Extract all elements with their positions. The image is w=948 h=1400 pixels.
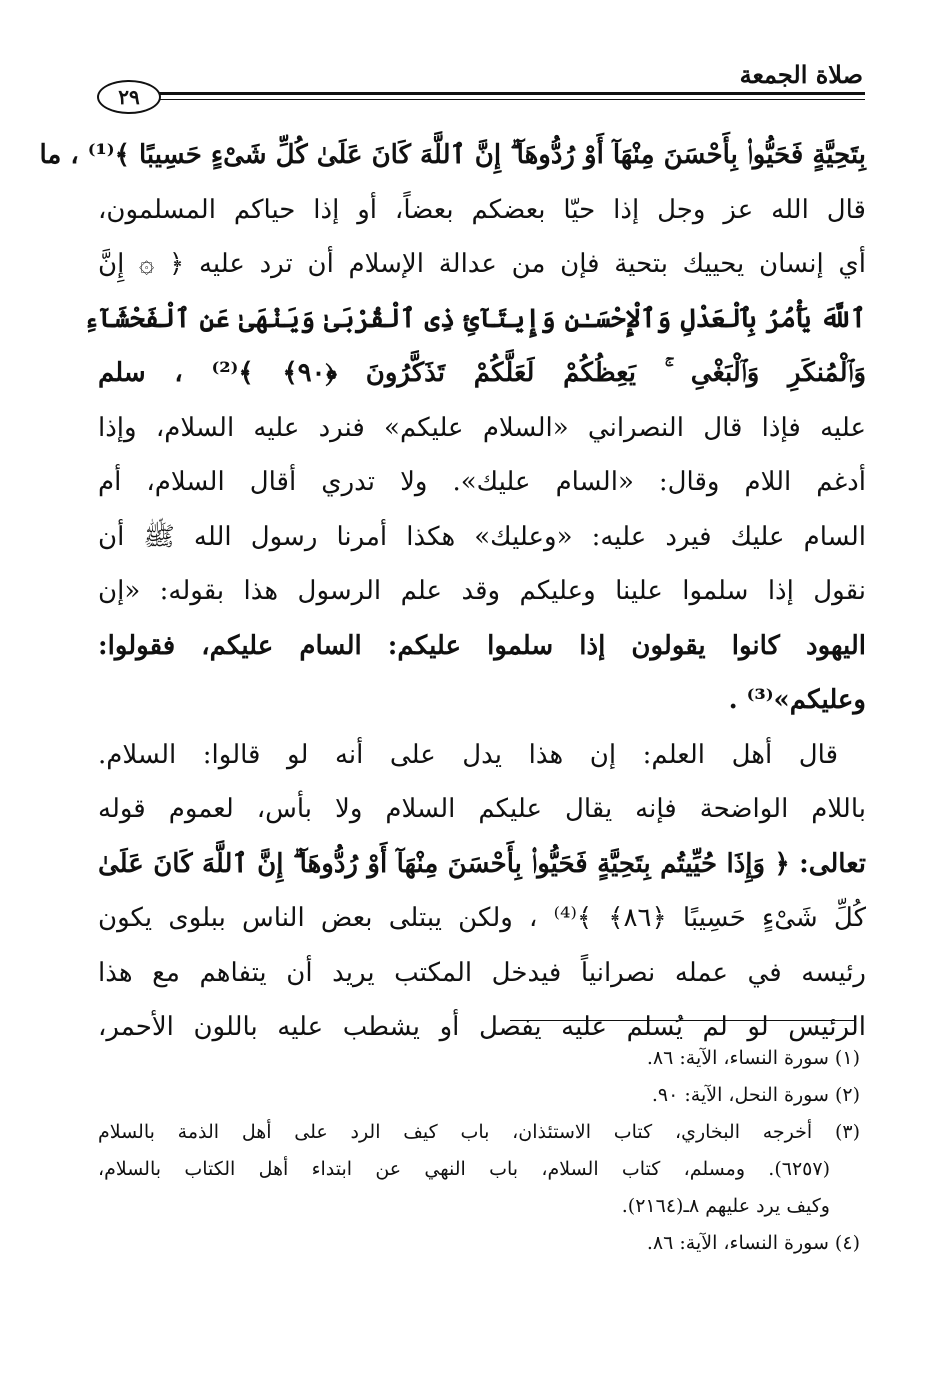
- footnote: (١) سورة النساء، الآية: ٨٦.: [646, 1047, 860, 1069]
- text-line: قال أهل العلم: إن هذا يدل على أنه لو قالوا: السلام.: [98, 739, 838, 770]
- text-line: قال الله عز وجل إذا حيّا بعضكم بعضاً، أو إذا حياكم المسلمون،: [98, 194, 866, 225]
- main-text: [39, 128, 867, 1055]
- footnote-separator: [510, 1020, 855, 1021]
- text-line: بِتَحِيَّةٍ فَحَيُّوا۟ بِأَحْسَنَ مِنْهَآ أَوْ رُدُّوهَآ ۗ إِنَّ ٱللَّهَ كَانَ عَلَىٰ كُلِّ شَىْءٍ حَسِيبًا ﴾⁽¹⁾ ، ما: [39, 140, 866, 170]
- page-number-badge: ٢٩: [97, 80, 161, 114]
- text-line: اليهود كانوا يقولون إذا سلموا عليكم: السام عليكم، فقولوا:: [98, 630, 866, 661]
- text-line: نقول إذا سلموا علينا وعليكم وقد علم الرسول هذا بقوله: «إن: [98, 576, 866, 606]
- text-line: عليه فإذا قال النصراني «السلام عليكم» فنرد عليه السلام، وإذا: [98, 412, 866, 443]
- footnotes: [98, 1040, 860, 1262]
- text-line: السام عليك فيرد عليه: «وعليك» هكذا أمرنا رسول الله ﷺ أن: [98, 521, 866, 552]
- text-line: رئيسه في عمله نصرانياً فيدخل المكتب يريد أن يتفاهم مع هذا: [98, 957, 866, 988]
- footnote-continuation: (٦٢٥٧). ومسلم، كتاب السلام، باب النهي عن ابتداء أهل الكتاب بالسلام،: [98, 1158, 830, 1180]
- footnote: (٣) أخرجه البخاري، كتاب الاستئذان، باب كيف الرد على أهل الذمة بالسلام: [98, 1121, 860, 1143]
- text-line: أدغم اللام وقال: «السام عليك». ولا تدري أقال السلام، أم: [98, 467, 866, 497]
- text-line: كُلِّ شَىْءٍ حَسِيبًا ﴿٨٦﴾ ﴾⁽⁴⁾ ، ولكن يبتلى بعض الناس ببلوى يكون: [98, 903, 866, 933]
- header-rule-thin: [153, 99, 865, 100]
- text-line: وَٱلْمُنكَرِ وَٱلْبَغْىِ ۚ يَعِظُكُمْ لَعَلَّكُمْ تَذَكَّرُونَ ﴿٩٠﴾ ﴾⁽²⁾ ، سلم: [98, 358, 867, 388]
- text-line: الرئيس لو لم يُسلم عليه يفصل أو يشطب عليه باللون الأحمر،: [98, 1012, 866, 1042]
- page-header: [95, 58, 865, 128]
- text-line: ٱللَّهَ يَأْمُرُ بِٱلْعَدْلِ وَٱلْإِحْسَـٰنِ وَإِيتَآئِ ذِى ٱلْقُرْبَىٰ وَيَنْهَىٰ عَنِ ٱلْفَحْشَآءِ: [83, 303, 866, 334]
- footnote: (٤) سورة النساء، الآية: ٨٦.: [646, 1232, 860, 1254]
- text-line: أي إنسان يحييك بتحية فإن من عدالة الإسلام أن ترد عليه ﴿ ۞ إِنَّ: [98, 249, 866, 279]
- text-line: باللام الواضحة فإنه يقال عليكم السلام ولا بأس، لعموم قوله: [98, 794, 866, 824]
- header-rule-thick: [153, 92, 865, 95]
- footnote-continuation: وكيف يرد عليهم ٨ـ(٢١٦٤).: [621, 1195, 830, 1217]
- text-line: تعالى: ﴿ وَإِذَا حُيِّيتُم بِتَحِيَّةٍ فَحَيُّوا۟ بِأَحْسَنَ مِنْهَآ أَوْ رُدُّوهَآ ۗ إِنَّ ٱللَّهَ كَانَ عَلَىٰ: [98, 848, 866, 879]
- chapter-title: صلاة الجمعة: [739, 60, 863, 89]
- footnote: (٢) سورة النحل، الآية: ٩٠.: [651, 1084, 860, 1106]
- text-line: وعليكم»⁽³⁾ .: [728, 685, 866, 715]
